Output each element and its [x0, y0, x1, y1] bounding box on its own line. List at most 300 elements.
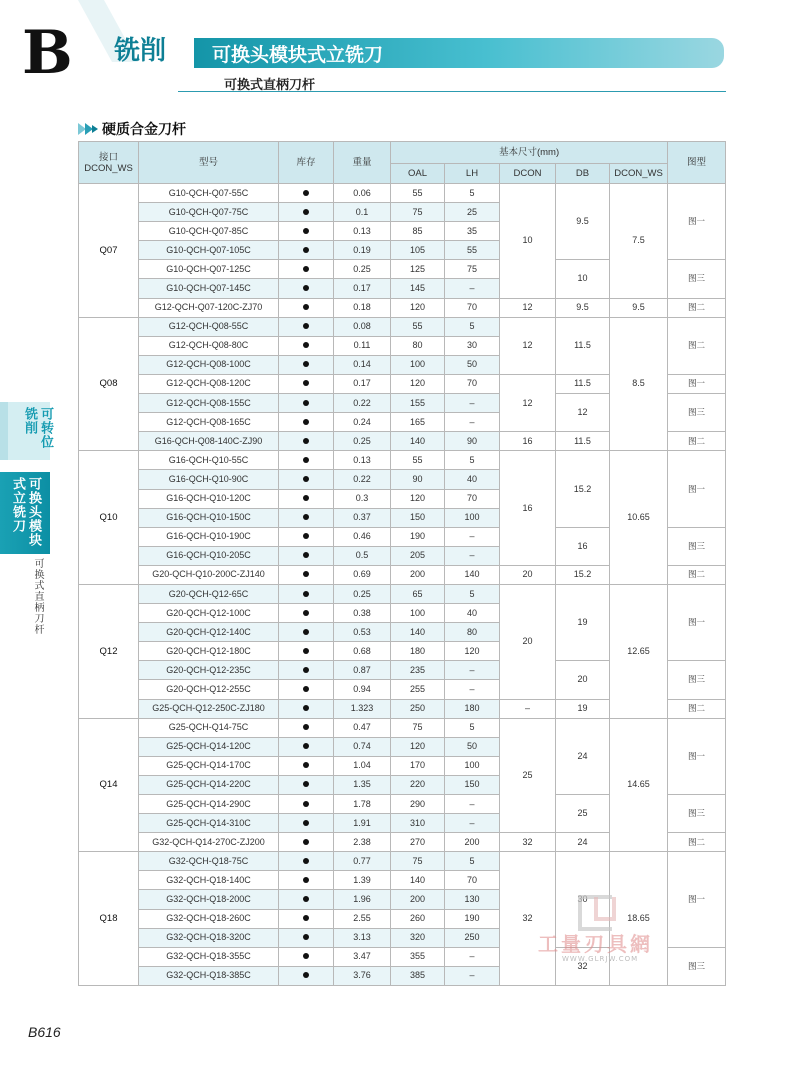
- header-weight: 重量: [334, 142, 391, 184]
- in-stock-dot-icon: [303, 533, 309, 539]
- lh-cell: –: [445, 661, 500, 680]
- in-stock-dot-icon: [303, 419, 309, 425]
- figure-cell: 图三: [668, 527, 726, 565]
- stock-cell: [279, 814, 334, 833]
- interface-cell: Q10: [79, 451, 139, 585]
- figure-cell: 图二: [668, 833, 726, 852]
- db-cell: 11.5: [556, 317, 610, 374]
- table-row: [79, 852, 726, 871]
- weight-cell: 0.53: [334, 623, 391, 642]
- weight-cell: 0.18: [334, 298, 391, 317]
- in-stock-dot-icon: [303, 762, 309, 768]
- stock-cell: [279, 852, 334, 871]
- oal-cell: 320: [391, 928, 445, 947]
- weight-cell: 0.68: [334, 642, 391, 661]
- in-stock-dot-icon: [303, 629, 309, 635]
- lh-cell: 70: [445, 374, 500, 393]
- stock-cell: [279, 604, 334, 623]
- dcon-cell: 12: [500, 317, 556, 374]
- stock-cell: [279, 833, 334, 852]
- oal-cell: 85: [391, 222, 445, 241]
- in-stock-dot-icon: [303, 476, 309, 482]
- stock-cell: [279, 394, 334, 413]
- stock-cell: [279, 489, 334, 508]
- in-stock-dot-icon: [303, 953, 309, 959]
- lh-cell: –: [445, 966, 500, 985]
- lh-cell: 150: [445, 775, 500, 794]
- model-cell: G16-QCH-Q10-55C: [139, 451, 279, 470]
- in-stock-dot-icon: [303, 743, 309, 749]
- weight-cell: 0.5: [334, 546, 391, 565]
- side-tab-label: 铣削: [22, 407, 37, 435]
- weight-cell: 0.46: [334, 527, 391, 546]
- model-cell: G32-QCH-Q18-385C: [139, 966, 279, 985]
- header-interface-line2: DCON_WS: [84, 162, 133, 174]
- oal-cell: 355: [391, 947, 445, 966]
- stock-cell: [279, 718, 334, 737]
- in-stock-dot-icon: [303, 934, 309, 940]
- oal-cell: 100: [391, 355, 445, 374]
- watermark-logo-mark: [594, 897, 616, 921]
- table-row: [79, 584, 726, 603]
- in-stock-dot-icon: [303, 667, 309, 673]
- figure-cell: 图二: [668, 699, 726, 718]
- stock-cell: [279, 565, 334, 584]
- weight-cell: 1.35: [334, 775, 391, 794]
- in-stock-dot-icon: [303, 228, 309, 234]
- side-tab-subcategory: 可换式直柄刀杆: [32, 558, 43, 635]
- weight-cell: 0.37: [334, 508, 391, 527]
- watermark-text: 工量刃具網: [538, 932, 653, 956]
- in-stock-dot-icon: [303, 648, 309, 654]
- dcon-cell: 20: [500, 565, 556, 584]
- figure-cell: 图三: [668, 394, 726, 432]
- dcon-cell: 20: [500, 584, 556, 699]
- oal-cell: 120: [391, 298, 445, 317]
- oal-cell: 310: [391, 814, 445, 833]
- in-stock-dot-icon: [303, 190, 309, 196]
- oal-cell: 235: [391, 661, 445, 680]
- stock-cell: [279, 775, 334, 794]
- dcon-cell: 32: [500, 852, 556, 986]
- lh-cell: 55: [445, 241, 500, 260]
- section-letter: B: [22, 18, 73, 88]
- in-stock-dot-icon: [303, 361, 309, 367]
- oal-cell: 190: [391, 527, 445, 546]
- oal-cell: 140: [391, 871, 445, 890]
- model-cell: G10-QCH-Q07-75C: [139, 203, 279, 222]
- in-stock-dot-icon: [303, 839, 309, 845]
- oal-cell: 100: [391, 604, 445, 623]
- table-row: [79, 718, 726, 737]
- stock-cell: [279, 623, 334, 642]
- oal-cell: 150: [391, 508, 445, 527]
- weight-cell: 0.3: [334, 489, 391, 508]
- section-title: 硬质合金刀杆: [102, 122, 186, 138]
- header-interface-line1: 接口: [98, 151, 118, 163]
- model-cell: G16-QCH-Q10-120C: [139, 489, 279, 508]
- interface-cell: Q12: [79, 584, 139, 718]
- model-cell: G25-QCH-Q14-220C: [139, 775, 279, 794]
- model-cell: G16-QCH-Q10-205C: [139, 546, 279, 565]
- db-cell: 9.5: [556, 184, 610, 260]
- in-stock-dot-icon: [303, 514, 309, 520]
- db-cell: 11.5: [556, 432, 610, 451]
- in-stock-dot-icon: [303, 858, 309, 864]
- lh-cell: –: [445, 394, 500, 413]
- side-tab-indexable-milling[interactable]: [0, 402, 53, 460]
- oal-cell: 290: [391, 795, 445, 814]
- figure-cell: 图二: [668, 317, 726, 374]
- model-cell: G25-QCH-Q14-120C: [139, 737, 279, 756]
- stock-cell: [279, 642, 334, 661]
- stock-cell: [279, 661, 334, 680]
- in-stock-dot-icon: [303, 285, 309, 291]
- oal-cell: 105: [391, 241, 445, 260]
- oal-cell: 120: [391, 374, 445, 393]
- weight-cell: 0.14: [334, 355, 391, 374]
- model-cell: G12-QCH-Q08-55C: [139, 317, 279, 336]
- in-stock-dot-icon: [303, 457, 309, 463]
- db-cell: 9.5: [556, 298, 610, 317]
- oal-cell: 170: [391, 756, 445, 775]
- oal-cell: 140: [391, 623, 445, 642]
- header-title: 可换头模块式立铣刀: [212, 44, 384, 66]
- model-cell: G12-QCH-Q08-100C: [139, 355, 279, 374]
- stock-cell: [279, 374, 334, 393]
- stock-cell: [279, 413, 334, 432]
- oal-cell: 200: [391, 565, 445, 584]
- stock-cell: [279, 279, 334, 298]
- stock-cell: [279, 699, 334, 718]
- side-tab-label: 可转位: [38, 407, 53, 449]
- figure-cell: 图一: [668, 451, 726, 527]
- lh-cell: 75: [445, 260, 500, 279]
- model-cell: G32-QCH-Q18-75C: [139, 852, 279, 871]
- weight-cell: 0.17: [334, 374, 391, 393]
- side-tab-modular-endmill[interactable]: [0, 472, 50, 554]
- stock-cell: [279, 451, 334, 470]
- lh-cell: –: [445, 546, 500, 565]
- figure-cell: 图一: [668, 184, 726, 260]
- in-stock-dot-icon: [303, 495, 309, 501]
- figure-cell: 图二: [668, 432, 726, 451]
- weight-cell: 0.08: [334, 317, 391, 336]
- oal-cell: 260: [391, 909, 445, 928]
- db-cell: 20: [556, 661, 610, 699]
- lh-cell: 200: [445, 833, 500, 852]
- weight-cell: 0.24: [334, 413, 391, 432]
- dcon-ws-cell: 9.5: [610, 298, 668, 317]
- lh-cell: 100: [445, 508, 500, 527]
- model-cell: G16-QCH-Q10-150C: [139, 508, 279, 527]
- db-cell: 24: [556, 718, 610, 794]
- stock-cell: [279, 527, 334, 546]
- model-cell: G25-QCH-Q14-310C: [139, 814, 279, 833]
- stock-cell: [279, 756, 334, 775]
- header-dimensions: 基本尺寸(mm): [391, 142, 668, 164]
- stock-cell: [279, 737, 334, 756]
- in-stock-dot-icon: [303, 877, 309, 883]
- stock-cell: [279, 317, 334, 336]
- in-stock-dot-icon: [303, 972, 309, 978]
- db-cell: 25: [556, 795, 610, 833]
- model-cell: G12-QCH-Q08-120C: [139, 374, 279, 393]
- figure-cell: 图一: [668, 852, 726, 947]
- model-cell: G25-QCH-Q12-250C-ZJ180: [139, 699, 279, 718]
- lh-cell: –: [445, 527, 500, 546]
- weight-cell: 0.25: [334, 260, 391, 279]
- spec-table-body: [79, 184, 726, 986]
- in-stock-dot-icon: [303, 209, 309, 215]
- model-cell: G10-QCH-Q07-105C: [139, 241, 279, 260]
- lh-cell: 40: [445, 470, 500, 489]
- db-cell: 10: [556, 260, 610, 298]
- lh-cell: 80: [445, 623, 500, 642]
- oal-cell: 180: [391, 642, 445, 661]
- model-cell: G20-QCH-Q12-180C: [139, 642, 279, 661]
- model-cell: G25-QCH-Q14-75C: [139, 718, 279, 737]
- model-cell: G12-QCH-Q08-80C: [139, 336, 279, 355]
- header-stock: 库存: [279, 142, 334, 184]
- model-cell: G20-QCH-Q12-140C: [139, 623, 279, 642]
- model-cell: G12-QCH-Q07-120C-ZJ70: [139, 298, 279, 317]
- table-row: [79, 184, 726, 203]
- weight-cell: 0.74: [334, 737, 391, 756]
- in-stock-dot-icon: [303, 438, 309, 444]
- lh-cell: 25: [445, 203, 500, 222]
- model-cell: G20-QCH-Q12-65C: [139, 584, 279, 603]
- stock-cell: [279, 871, 334, 890]
- header-db: DB: [556, 164, 610, 184]
- dcon-ws-cell: 14.65: [610, 718, 668, 852]
- in-stock-dot-icon: [303, 591, 309, 597]
- db-cell: 24: [556, 833, 610, 852]
- side-tab-label: 式立铣刀: [10, 477, 25, 533]
- stock-cell: [279, 546, 334, 565]
- oal-cell: 90: [391, 470, 445, 489]
- model-cell: G25-QCH-Q14-170C: [139, 756, 279, 775]
- lh-cell: 35: [445, 222, 500, 241]
- model-cell: G12-QCH-Q08-165C: [139, 413, 279, 432]
- header-interface: [79, 142, 139, 184]
- double-arrow-icon: [78, 123, 100, 135]
- table-row: [79, 298, 726, 317]
- lh-cell: –: [445, 413, 500, 432]
- page-number: B616: [28, 1024, 61, 1040]
- weight-cell: 1.04: [334, 756, 391, 775]
- lh-cell: –: [445, 947, 500, 966]
- figure-cell: 图三: [668, 661, 726, 699]
- header-dcon-ws: DCON_WS: [610, 164, 668, 184]
- lh-cell: 40: [445, 604, 500, 623]
- stock-cell: [279, 890, 334, 909]
- lh-cell: 30: [445, 336, 500, 355]
- interface-cell: Q08: [79, 317, 139, 451]
- dcon-cell: 10: [500, 184, 556, 299]
- weight-cell: 0.17: [334, 279, 391, 298]
- in-stock-dot-icon: [303, 266, 309, 272]
- model-cell: G20-QCH-Q12-235C: [139, 661, 279, 680]
- in-stock-dot-icon: [303, 705, 309, 711]
- db-cell: 30: [556, 852, 610, 947]
- dcon-ws-cell: 8.5: [610, 317, 668, 451]
- header-dcon: DCON: [500, 164, 556, 184]
- weight-cell: 3.13: [334, 928, 391, 947]
- lh-cell: 5: [445, 317, 500, 336]
- stock-cell: [279, 909, 334, 928]
- weight-cell: 1.96: [334, 890, 391, 909]
- lh-cell: –: [445, 814, 500, 833]
- oal-cell: 385: [391, 966, 445, 985]
- side-tab-label: 可换头模块: [26, 477, 41, 547]
- db-cell: 15.2: [556, 451, 610, 527]
- db-cell: 11.5: [556, 374, 610, 393]
- model-cell: G32-QCH-Q18-355C: [139, 947, 279, 966]
- weight-cell: 1.39: [334, 871, 391, 890]
- dcon-ws-cell: 18.65: [610, 852, 668, 986]
- figure-cell: 图二: [668, 565, 726, 584]
- weight-cell: 0.47: [334, 718, 391, 737]
- stock-cell: [279, 260, 334, 279]
- model-cell: G10-QCH-Q07-55C: [139, 184, 279, 203]
- table-row: [79, 317, 726, 336]
- weight-cell: 2.38: [334, 833, 391, 852]
- oal-cell: 55: [391, 317, 445, 336]
- stock-cell: [279, 241, 334, 260]
- lh-cell: 130: [445, 890, 500, 909]
- weight-cell: 0.25: [334, 432, 391, 451]
- lh-cell: 180: [445, 699, 500, 718]
- lh-cell: 140: [445, 565, 500, 584]
- lh-cell: 190: [445, 909, 500, 928]
- model-cell: G16-QCH-Q08-140C-ZJ90: [139, 432, 279, 451]
- in-stock-dot-icon: [303, 247, 309, 253]
- stock-cell: [279, 298, 334, 317]
- model-cell: G32-QCH-Q18-320C: [139, 928, 279, 947]
- weight-cell: 0.38: [334, 604, 391, 623]
- header-model: 型号: [139, 142, 279, 184]
- weight-cell: 0.1: [334, 203, 391, 222]
- stock-cell: [279, 928, 334, 947]
- figure-cell: 图三: [668, 947, 726, 985]
- stock-cell: [279, 336, 334, 355]
- model-cell: G20-QCH-Q12-100C: [139, 604, 279, 623]
- oal-cell: 80: [391, 336, 445, 355]
- weight-cell: 1.91: [334, 814, 391, 833]
- oal-cell: 75: [391, 718, 445, 737]
- model-cell: G20-QCH-Q10-200C-ZJ140: [139, 565, 279, 584]
- model-cell: G10-QCH-Q07-145C: [139, 279, 279, 298]
- model-cell: G10-QCH-Q07-125C: [139, 260, 279, 279]
- stock-cell: [279, 184, 334, 203]
- lh-cell: 5: [445, 451, 500, 470]
- dcon-ws-cell: 7.5: [610, 184, 668, 299]
- lh-cell: 5: [445, 718, 500, 737]
- header-oal: OAL: [391, 164, 445, 184]
- in-stock-dot-icon: [303, 571, 309, 577]
- in-stock-dot-icon: [303, 552, 309, 558]
- weight-cell: 0.06: [334, 184, 391, 203]
- weight-cell: 1.78: [334, 795, 391, 814]
- stock-cell: [279, 355, 334, 374]
- figure-cell: 图一: [668, 584, 726, 660]
- lh-cell: 70: [445, 871, 500, 890]
- oal-cell: 270: [391, 833, 445, 852]
- lh-cell: 90: [445, 432, 500, 451]
- in-stock-dot-icon: [303, 323, 309, 329]
- weight-cell: 0.25: [334, 584, 391, 603]
- dcon-cell: 16: [500, 451, 556, 566]
- oal-cell: 120: [391, 737, 445, 756]
- interface-cell: Q18: [79, 852, 139, 986]
- model-cell: G32-QCH-Q18-260C: [139, 909, 279, 928]
- stock-cell: [279, 966, 334, 985]
- lh-cell: 70: [445, 298, 500, 317]
- in-stock-dot-icon: [303, 820, 309, 826]
- in-stock-dot-icon: [303, 896, 309, 902]
- lh-cell: –: [445, 680, 500, 699]
- stock-cell: [279, 470, 334, 489]
- oal-cell: 255: [391, 680, 445, 699]
- interface-cell: Q07: [79, 184, 139, 318]
- oal-cell: 220: [391, 775, 445, 794]
- db-cell: 15.2: [556, 565, 610, 584]
- db-cell: 19: [556, 584, 610, 660]
- header-subtitle: 可换式直柄刀杆: [224, 78, 316, 93]
- model-cell: G12-QCH-Q08-155C: [139, 394, 279, 413]
- figure-cell: 图一: [668, 374, 726, 393]
- stock-cell: [279, 222, 334, 241]
- in-stock-dot-icon: [303, 801, 309, 807]
- oal-cell: 155: [391, 394, 445, 413]
- lh-cell: 70: [445, 489, 500, 508]
- db-cell: 19: [556, 699, 610, 718]
- lh-cell: –: [445, 279, 500, 298]
- interface-cell: Q14: [79, 718, 139, 852]
- oal-cell: 165: [391, 413, 445, 432]
- oal-cell: 145: [391, 279, 445, 298]
- in-stock-dot-icon: [303, 915, 309, 921]
- lh-cell: 250: [445, 928, 500, 947]
- header-figure: 图型: [668, 142, 726, 184]
- stock-cell: [279, 795, 334, 814]
- weight-cell: 0.87: [334, 661, 391, 680]
- model-cell: G32-QCH-Q18-200C: [139, 890, 279, 909]
- weight-cell: 0.13: [334, 222, 391, 241]
- oal-cell: 250: [391, 699, 445, 718]
- lh-cell: –: [445, 795, 500, 814]
- lh-cell: 50: [445, 737, 500, 756]
- dcon-ws-cell: 10.65: [610, 451, 668, 585]
- db-cell: 32: [556, 947, 610, 985]
- stock-cell: [279, 508, 334, 527]
- dcon-cell: 12: [500, 374, 556, 431]
- model-cell: G32-QCH-Q18-140C: [139, 871, 279, 890]
- lh-cell: 5: [445, 852, 500, 871]
- model-cell: G32-QCH-Q14-270C-ZJ200: [139, 833, 279, 852]
- db-cell: 16: [556, 527, 610, 565]
- model-cell: G25-QCH-Q14-290C: [139, 795, 279, 814]
- db-cell: 12: [556, 394, 610, 432]
- in-stock-dot-icon: [303, 781, 309, 787]
- model-cell: G16-QCH-Q10-90C: [139, 470, 279, 489]
- figure-cell: 图三: [668, 795, 726, 833]
- weight-cell: 1.323: [334, 699, 391, 718]
- table-row: [79, 451, 726, 470]
- dcon-cell: –: [500, 699, 556, 718]
- stock-cell: [279, 432, 334, 451]
